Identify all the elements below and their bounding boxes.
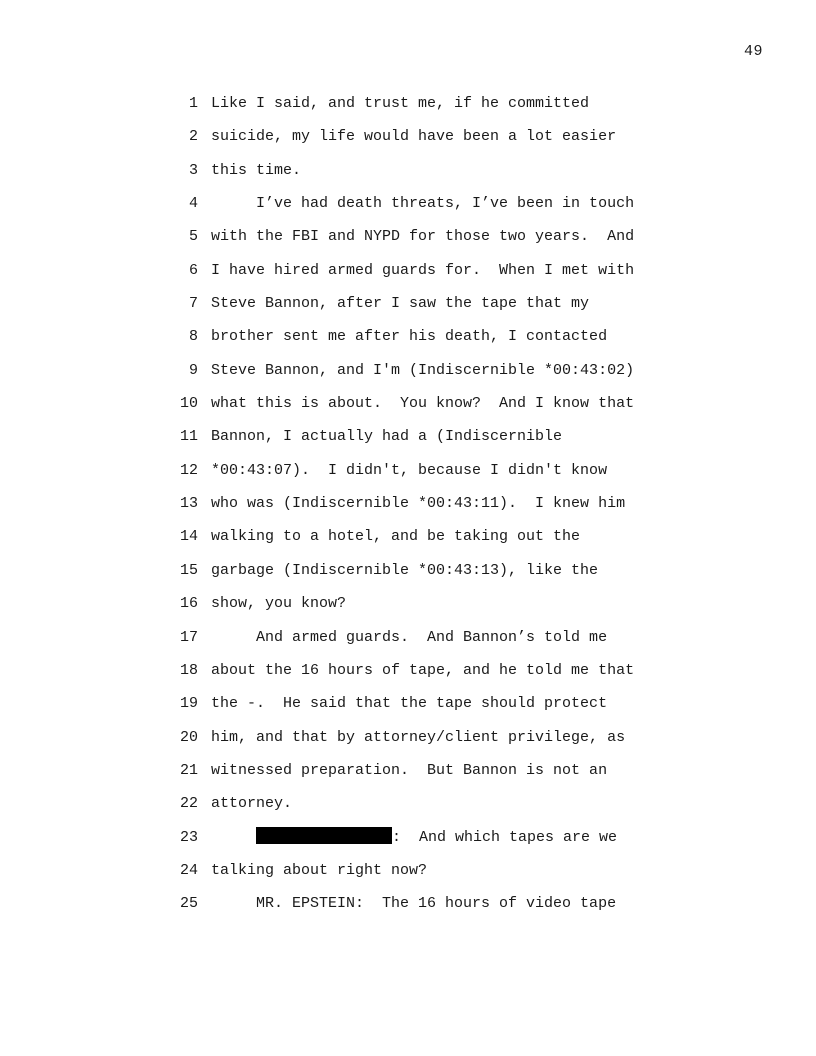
line-text: attorney. — [211, 795, 293, 813]
transcript-line — [170, 759, 690, 792]
transcript-line — [170, 492, 690, 525]
line-number: 1 — [188, 95, 198, 112]
transcript-body — [170, 92, 690, 926]
line-text: show, you know? — [211, 595, 347, 613]
redaction-block — [256, 827, 392, 844]
line-number: 6 — [188, 261, 198, 279]
transcript-line — [170, 892, 690, 925]
transcript-line — [170, 292, 690, 325]
line-number: 4 — [188, 195, 198, 213]
line-text: him, and that by attorney/client privilege, as — [211, 728, 626, 746]
line-text: MR. EPSTEIN: The 16 hours of video tape — [211, 895, 617, 913]
line-text: with the FBI and NYPD for those two years. And — [211, 228, 635, 246]
line-number: 10 — [179, 395, 198, 413]
line-number: 18 — [179, 661, 198, 679]
line-text: I have hired armed guards for. When I met with — [211, 261, 635, 279]
line-text: *00:43:07). I didn't, because I didn't know — [211, 461, 608, 479]
transcript-line — [170, 159, 690, 192]
line-number: 24 — [179, 861, 198, 879]
line-text: suicide, my life would have been a lot easier — [211, 128, 617, 146]
page-number: 49 — [743, 43, 763, 60]
transcript-line — [170, 459, 690, 492]
transcript-line — [170, 626, 690, 659]
transcript-line — [170, 192, 690, 225]
line-number: 17 — [179, 628, 198, 646]
transcript-line — [170, 692, 690, 725]
line-text: brother sent me after his death, I contacted — [211, 328, 608, 346]
line-number: 3 — [188, 161, 198, 179]
line-number: 11 — [179, 428, 198, 446]
line-number: 16 — [179, 595, 198, 613]
line-number: 23 — [179, 828, 198, 846]
line-text: Steve Bannon, and I'm (Indiscernible *00:43:02) — [211, 361, 635, 379]
line-number: 13 — [179, 495, 198, 513]
line-number: 21 — [179, 761, 198, 779]
line-number: 9 — [188, 361, 198, 379]
transcript-line — [170, 225, 690, 258]
transcript-line — [170, 392, 690, 425]
transcript-line — [170, 525, 690, 558]
line-text: walking to a hotel, and be taking out the — [211, 528, 581, 546]
redacted-speaker-line — [211, 826, 690, 850]
line-text: Bannon, I actually had a (Indiscernible — [211, 428, 563, 446]
line-text: this time. — [211, 161, 302, 179]
line-text: about the 16 hours of tape, and he told me that — [211, 661, 635, 679]
line-text: witnessed preparation. But Bannon is not an — [211, 761, 608, 779]
line-number: 14 — [179, 528, 198, 546]
transcript-line — [170, 592, 690, 625]
transcript-line — [170, 259, 690, 292]
transcript-line — [170, 325, 690, 358]
line-number: 2 — [188, 128, 198, 146]
line-text: talking about right now? — [211, 861, 428, 879]
line-text: Like I said, and trust me, if he committed — [211, 95, 590, 112]
transcript-line — [170, 726, 690, 759]
transcript-line — [170, 859, 690, 892]
transcript-line — [170, 792, 690, 825]
transcript-line — [170, 559, 690, 592]
line-number: 22 — [179, 795, 198, 813]
transcript-line — [170, 826, 690, 859]
line-text: : And which tapes are we — [392, 828, 618, 846]
line-indent — [211, 829, 256, 846]
transcript-line — [170, 425, 690, 458]
transcript-line — [170, 659, 690, 692]
transcript-line — [170, 359, 690, 392]
line-number: 8 — [188, 328, 198, 346]
line-number: 25 — [179, 895, 198, 913]
transcript-line — [170, 92, 690, 125]
line-text: garbage (Indiscernible *00:43:13), like the — [211, 561, 599, 579]
line-text: And armed guards. And Bannon’s told me — [211, 628, 608, 646]
line-text: I’ve had death threats, I’ve been in touch — [211, 195, 635, 213]
line-number: 5 — [188, 228, 198, 246]
line-number: 12 — [179, 461, 198, 479]
line-number: 15 — [179, 561, 198, 579]
line-text: what this is about. You know? And I know that — [211, 395, 635, 413]
line-number: 20 — [179, 728, 198, 746]
line-text: Steve Bannon, after I saw the tape that my — [211, 295, 590, 313]
line-number: 7 — [188, 295, 198, 313]
transcript-line — [170, 125, 690, 158]
line-text: the -. He said that the tape should protect — [211, 695, 608, 713]
line-number: 19 — [179, 695, 198, 713]
line-text: who was (Indiscernible *00:43:11). I knew him — [211, 495, 626, 513]
